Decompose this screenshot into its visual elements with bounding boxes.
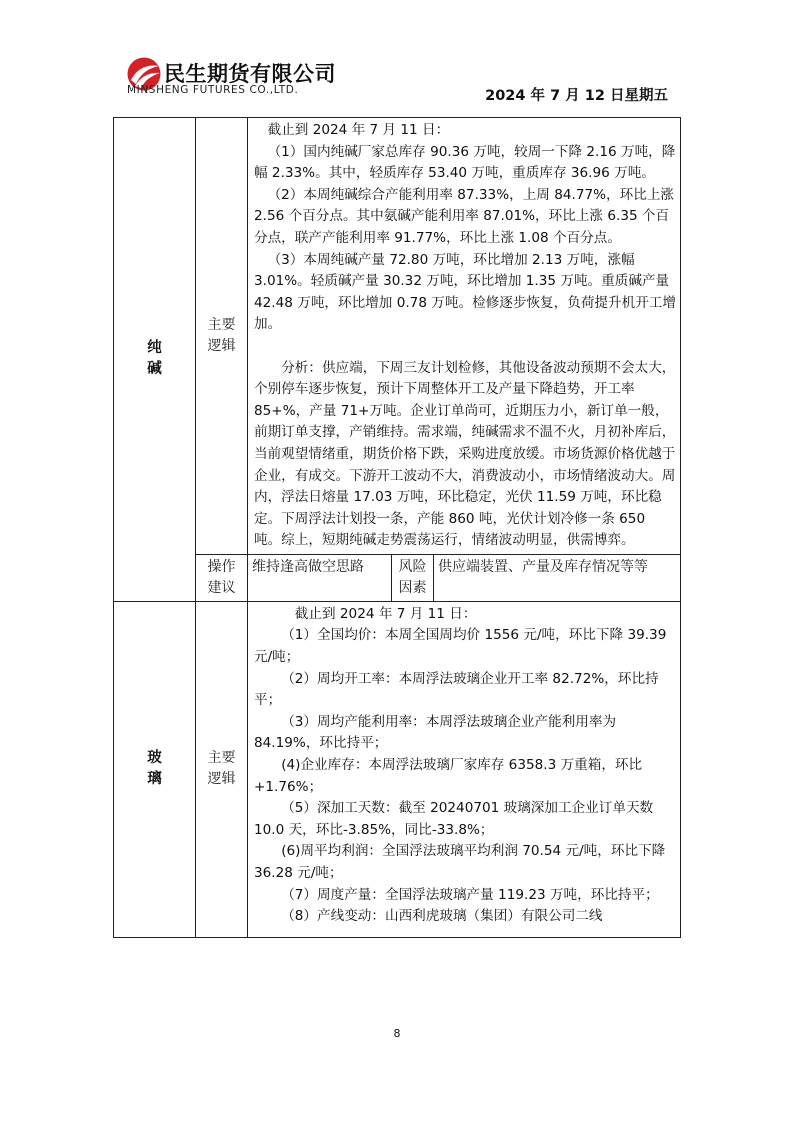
soda-category-cell [114,118,196,602]
glass-category-cell [114,601,196,937]
soda-logic-content [248,118,681,555]
glass-paragraph: （8）产线变动：山西利虎玻璃（集团）有限公司二线 [281,908,603,925]
soda-paragraph: 截止到 2024 年 7 月 11 日： [267,122,450,138]
soda-paragraph: （2）本周纯碱综合产能利用率 87.33%，上周 84.77%，环比上涨 2.56 个百分点。其中氨碱产能利用率 87.01%，环比上涨 6.35 个百分点，联产产能利用率 91.77%，环比上涨 1.08 个百分点。 [254,186,675,246]
soda-operation-row [114,554,681,601]
company-name-cn: 民生期货有限公司 [164,62,336,86]
glass-category-label: 玻璃 [147,750,162,788]
page-number: 8 [393,1027,401,1040]
glass-paragraph: （7）周度产量：全国浮法玻璃产量 119.23 万吨，环比持平； [281,886,659,903]
glass-paragraph: (6)周平均利润：全国浮法玻璃平均利润 70.54 元/吨，环比下降 36.28 元/吨； [254,843,666,881]
soda-op-value: 维持逢高做空思路 [248,554,392,601]
soda-logic-row [114,118,681,555]
glass-paragraph: 截止到 2024 年 7 月 11 日： [294,605,477,622]
report-date: 2024 年 7 月 12 日星期五 [485,88,668,104]
glass-paragraph: （3）周均产能利用率：本周浮法玻璃企业产能利用率为 84.19%，环比持平； [254,713,617,752]
soda-analysis-paragraph: 分析：供应端，下周三友计划检修，其他设备波动预期不会太大，个别停车逐步恢复，预计下周整体开工及产量下降趋势，开工率 85+%，产量 71+万吨。企业订单尚可，近期压力小，新订单一般，前期订单支撑，产销维持。需求端，纯碱需求不温不火，月初补库后，当前观望情绪重，期货价格下跌，采购进度放缓。市场货源价格优越于企业，有成交。下游开工波动不大，消费波动小，市场情绪波动大。周内，浮法日熔量 17.03 万吨，环比稳定，光伏 11.59 万吨，环比稳定。下周浮法计划投一条，产能 860 吨，光伏计划冷修一条 650 吨。综上，短期纯碱走势震荡运行，情绪波动明显，供需博弈。 [254,359,676,549]
soda-logic-label-cell [196,118,248,555]
soda-paragraph-spacer [254,336,676,358]
soda-paragraph: （3）本周纯碱产量 72.80 万吨，环比增加 2.13 万吨，涨幅 3.01%。轻质碱产量 30.32 万吨，环比增加 1.35 万吨。重质碱产量 42.48 万吨，环比增加 0.78 万吨。检修逐步恢复，负荷提升机开工增加。 [254,251,676,333]
glass-paragraph: （1）全国均价：本周全国周均价 1556 元/吨，环比下降 39.39 元/吨； [254,627,667,666]
glass-paragraph: （2）周均开工率：本周浮法玻璃企业开工率 82.72%，环比持平； [254,670,659,709]
glass-logic-label: 主要逻辑 [207,750,236,788]
glass-paragraph: (4)企业库存：本周浮法玻璃厂家库存 6358.3 万重箱，环比+1.76%； [254,757,643,795]
page-header [0,0,794,110]
company-logo [126,56,366,100]
soda-risk-label: 风险因素 [398,558,427,596]
soda-op-label-cell [196,554,248,601]
analysis-table [113,117,681,938]
soda-logic-label: 主要逻辑 [207,316,236,354]
soda-risk-label-cell [392,554,434,601]
soda-paragraph: （1）国内纯碱厂家总库存 90.36 万吨，较周一下降 2.16 万吨，降幅 2.33%。其中，轻质库存 53.40 万吨，重质库存 36.96 万吨。 [254,143,676,182]
glass-logic-label-cell [196,601,248,937]
soda-risk-value: 供应端装置、产量及库存情况等等 [434,554,681,601]
soda-category-label: 纯碱 [147,340,162,378]
company-name-en: MINSHENG FUTURES CO.,LTD. [127,84,299,96]
glass-paragraph: （5）深加工天数：截至 20240701 玻璃深加工企业订单天数 10.0 天，环比-3.85%，同比-33.8%； [254,800,654,838]
glass-logic-content [248,601,681,937]
soda-op-label: 操作建议 [207,558,236,596]
glass-logic-row [114,601,681,937]
